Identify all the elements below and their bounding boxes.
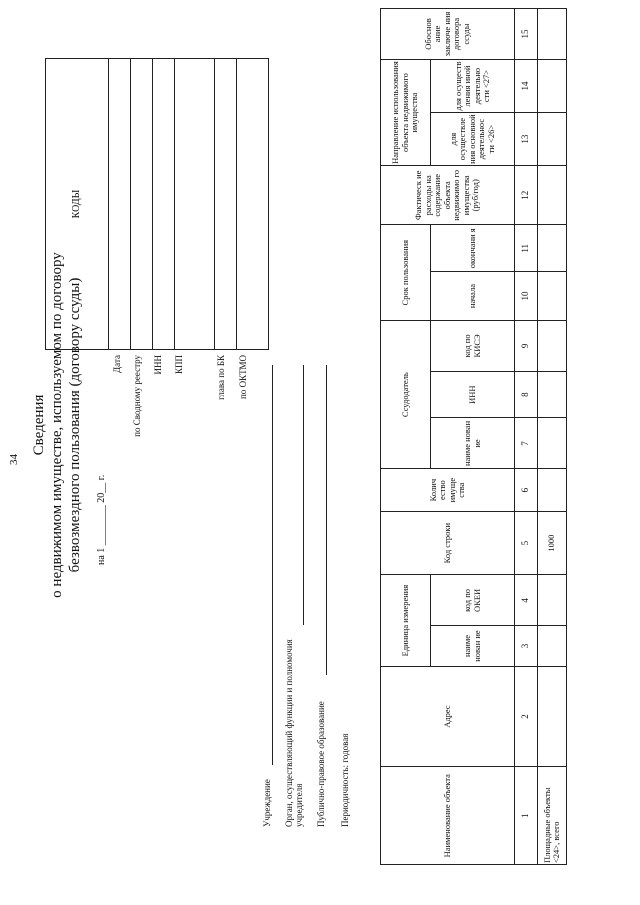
- organ-field: [303, 365, 304, 625]
- col-number: 14: [515, 60, 538, 113]
- col-number: 11: [515, 225, 538, 272]
- table-cell: [538, 166, 567, 225]
- codes-label-kpp: КПП: [174, 355, 184, 375]
- header-term-end: окончани я: [431, 225, 515, 272]
- page-number: 34: [8, 454, 20, 465]
- table-cell: [538, 9, 567, 60]
- table-cell: [538, 320, 567, 371]
- codes-box: [45, 58, 269, 350]
- col-number: 15: [515, 9, 538, 60]
- property-table: [380, 8, 567, 865]
- title-line-2: о недвижимом имуществе, используемом по договору: [49, 252, 65, 598]
- table-cell: [538, 469, 567, 511]
- table-cell: [538, 225, 567, 272]
- codes-header: КОДЫ: [46, 59, 109, 349]
- table-cell: [538, 666, 567, 767]
- col-number: 7: [515, 418, 538, 469]
- codes-label-oktmo: по ОКТМО: [238, 355, 248, 399]
- table-cell: [538, 60, 567, 113]
- codes-label-inn: ИНН: [153, 355, 163, 375]
- header-lender-kise: код по КИСЭ: [431, 320, 515, 371]
- header-object-name: Наименование объекта: [381, 767, 515, 865]
- codes-cell-date: [108, 59, 131, 349]
- public-entity-label: Публично-правовое образование: [316, 701, 326, 827]
- table-cell: [538, 418, 567, 469]
- institution-field: [272, 365, 273, 765]
- report-date-line: на 1 ________ 20__ г.: [96, 474, 107, 565]
- header-line-code: Код строки: [381, 511, 515, 575]
- header-direction: Направление использования объекта недвижимого имущества: [381, 60, 431, 166]
- header-term: Срок пользования: [381, 225, 431, 320]
- col-number: 9: [515, 320, 538, 371]
- table-cell: [538, 575, 567, 626]
- header-direction-main: для осуществле ния основной деятельнос ти <26>: [431, 113, 515, 166]
- col-number: 8: [515, 371, 538, 418]
- codes-cell-bk: [214, 59, 237, 349]
- public-entity-field: [326, 365, 327, 675]
- codes-label-registry: по Сводному реестру: [132, 355, 142, 437]
- col-number: 3: [515, 626, 538, 666]
- col-number: 6: [515, 469, 538, 511]
- codes-label-bk: глава по БК: [216, 355, 226, 400]
- header-quantity: Колич ество имуще ства: [381, 469, 515, 511]
- col-number: 12: [515, 166, 538, 225]
- header-unit: Единица измерения: [381, 575, 431, 666]
- title-line-3: безвозмездного пользования (договору ссуды): [67, 277, 83, 573]
- header-direction-other: для осуществ ления иной деятельно сти <27>: [431, 60, 515, 113]
- header-unit-name: наиме нован ие: [431, 626, 515, 666]
- header-address: Адрес: [381, 666, 515, 767]
- col-number: 4: [515, 575, 538, 626]
- codes-cell-registry: [130, 59, 153, 349]
- table-cell: [538, 272, 567, 321]
- codes-cell-inn: [152, 59, 175, 349]
- header-lender-inn: ИНН: [431, 371, 515, 418]
- title-line-1: Сведения: [31, 394, 47, 456]
- header-justification: Обоснов ание заключе ния договора ссуды: [381, 9, 515, 60]
- header-term-start: начала: [431, 272, 515, 321]
- col-number: 13: [515, 113, 538, 166]
- total-label: Площадные объекты <24>, всего: [538, 767, 567, 865]
- column-numbers-row: [515, 9, 538, 865]
- col-number: 5: [515, 511, 538, 575]
- codes-label-date: Дата: [112, 355, 122, 373]
- table-cell: [538, 371, 567, 418]
- header-unit-okei: код по ОКЕИ: [431, 575, 515, 626]
- header-lender-name: наиме нован ие: [431, 418, 515, 469]
- header-lender: Ссудодатель: [381, 320, 431, 468]
- total-row: [538, 9, 567, 865]
- header-actual-costs: Фактическ ие расходы на содержание объекта недвижимо го имущества (руб/год): [381, 166, 515, 225]
- table-cell: [538, 626, 567, 666]
- total-line-code: 1000: [538, 511, 567, 575]
- col-number: 2: [515, 666, 538, 767]
- codes-cell-oktmo: [236, 59, 268, 349]
- col-number: 10: [515, 272, 538, 321]
- table-cell: [538, 113, 567, 166]
- institution-label: Учреждение: [262, 779, 272, 827]
- col-number: 1: [515, 767, 538, 865]
- periodicity-label: Периодичность: годовая: [340, 733, 350, 827]
- organ-label: Орган, осуществляющий функции и полномочия учредителя: [284, 639, 304, 827]
- codes-cell-kpp: [174, 59, 215, 349]
